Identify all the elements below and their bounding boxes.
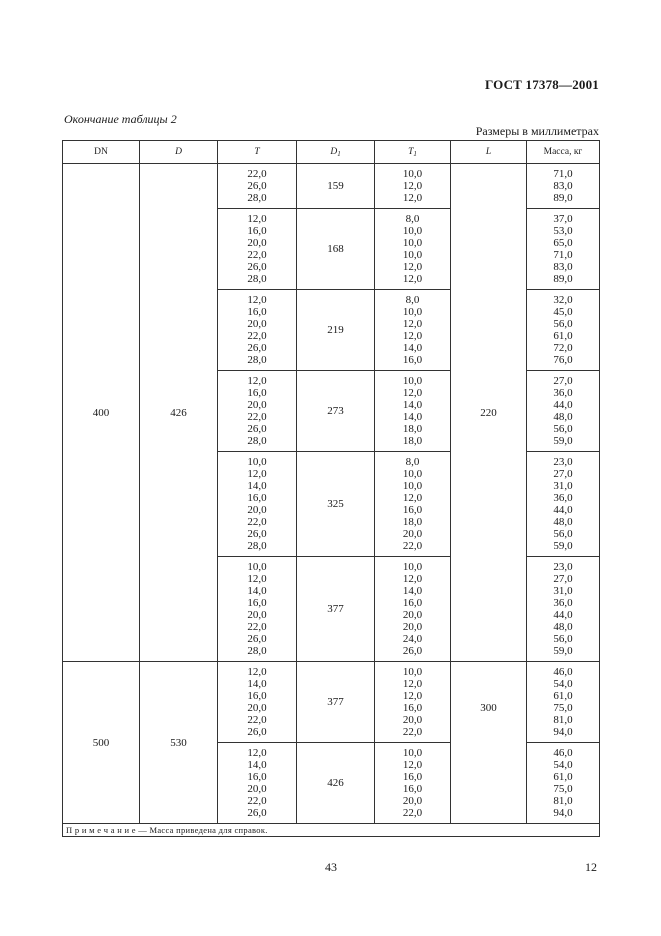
col-header-t1	[375, 141, 451, 164]
cell-value: 18,0	[402, 516, 423, 528]
t-cell	[218, 290, 297, 371]
cell-value: 89,0	[553, 273, 573, 285]
cell-value: 83,0	[553, 180, 573, 192]
t1-cell	[375, 557, 451, 662]
cell-value: 14,0	[247, 480, 267, 492]
mass-cell	[527, 371, 600, 452]
col-header-t1-subscript: 1	[413, 149, 417, 158]
sheet-number: 12	[585, 860, 597, 874]
cell-value: 8,0	[405, 456, 420, 468]
cell-value: 22,0	[247, 168, 267, 180]
cell-value: 16,0	[402, 783, 423, 795]
cell-value: 59,0	[553, 435, 573, 447]
cell-value: 36,0	[553, 492, 573, 504]
cell-value: 75,0	[553, 783, 573, 795]
mass-cell	[527, 164, 600, 209]
cell-value: 53,0	[553, 225, 573, 237]
dn-cell: 500	[63, 662, 140, 824]
cell-value: 26,0	[247, 423, 267, 435]
col-header-dn: DN	[63, 141, 140, 164]
cell-value: 22,0	[247, 249, 267, 261]
col-header-d: D	[140, 141, 218, 164]
cell-value: 20,0	[247, 399, 267, 411]
cell-value: 59,0	[553, 540, 573, 552]
cell-value: 20,0	[247, 504, 267, 516]
cell-value: 59,0	[553, 645, 573, 657]
d1-cell: 377	[297, 557, 375, 662]
cell-value: 32,0	[553, 294, 573, 306]
cell-value: 44,0	[553, 399, 573, 411]
cell-value: 10,0	[247, 456, 267, 468]
d1-cell: 273	[297, 371, 375, 452]
cell-value: 14,0	[402, 399, 423, 411]
cell-value: 12,0	[402, 273, 423, 285]
cell-value: 16,0	[402, 504, 423, 516]
cell-value: 26,0	[247, 180, 267, 192]
cell-value: 10,0	[402, 249, 423, 261]
cell-value: 22,0	[247, 621, 267, 633]
dn-cell: 400	[63, 164, 140, 662]
cell-value: 20,0	[402, 795, 423, 807]
cell-value: 23,0	[553, 456, 573, 468]
cell-value: 23,0	[553, 561, 573, 573]
table-body	[63, 164, 600, 824]
cell-value: 28,0	[247, 435, 267, 447]
cell-value: 20,0	[247, 702, 267, 714]
cell-value: 22,0	[402, 807, 423, 819]
cell-value: 26,0	[247, 807, 267, 819]
cell-value: 20,0	[247, 237, 267, 249]
d1-cell: 377	[297, 662, 375, 743]
cell-value: 76,0	[553, 354, 573, 366]
cell-value: 16,0	[247, 492, 267, 504]
cell-value: 72,0	[553, 342, 573, 354]
cell-value: 56,0	[553, 633, 573, 645]
col-header-d1	[297, 141, 375, 164]
cell-value: 12,0	[402, 678, 423, 690]
cell-value: 20,0	[247, 318, 267, 330]
t1-cell	[375, 452, 451, 557]
cell-value: 46,0	[553, 747, 573, 759]
t1-cell	[375, 662, 451, 743]
cell-value: 44,0	[553, 504, 573, 516]
cell-value: 27,0	[553, 573, 573, 585]
cell-value: 61,0	[553, 771, 573, 783]
cell-value: 81,0	[553, 714, 573, 726]
cell-value: 12,0	[402, 330, 423, 342]
table-note-row	[63, 824, 600, 837]
cell-value: 48,0	[553, 621, 573, 633]
cell-value: 94,0	[553, 807, 573, 819]
cell-value: 22,0	[247, 714, 267, 726]
cell-value: 16,0	[402, 771, 423, 783]
cell-value: 18,0	[402, 435, 423, 447]
cell-value: 10,0	[402, 747, 423, 759]
dimensions-table	[62, 140, 600, 837]
cell-value: 46,0	[553, 666, 573, 678]
cell-value: 12,0	[402, 387, 423, 399]
cell-value: 31,0	[553, 480, 573, 492]
cell-value: 16,0	[402, 702, 423, 714]
cell-value: 24,0	[402, 633, 423, 645]
cell-value: 14,0	[402, 342, 423, 354]
table-caption: Окончание таблицы 2	[64, 112, 177, 126]
cell-value: 26,0	[247, 528, 267, 540]
cell-value: 12,0	[402, 318, 423, 330]
cell-value: 10,0	[402, 237, 423, 249]
cell-value: 20,0	[402, 528, 423, 540]
cell-value: 44,0	[553, 609, 573, 621]
cell-value: 12,0	[402, 261, 423, 273]
cell-value: 83,0	[553, 261, 573, 273]
cell-value: 61,0	[553, 690, 573, 702]
cell-value: 10,0	[402, 666, 423, 678]
cell-value: 12,0	[402, 759, 423, 771]
t1-cell	[375, 371, 451, 452]
cell-value: 28,0	[247, 645, 267, 657]
cell-value: 16,0	[247, 690, 267, 702]
table-row	[63, 164, 600, 209]
cell-value: 16,0	[247, 771, 267, 783]
cell-value: 16,0	[402, 597, 423, 609]
col-header-l: L	[451, 141, 527, 164]
d-cell: 530	[140, 662, 218, 824]
d1-cell: 426	[297, 743, 375, 824]
cell-value: 14,0	[247, 585, 267, 597]
cell-value: 18,0	[402, 423, 423, 435]
mass-cell	[527, 452, 600, 557]
cell-value: 10,0	[402, 168, 423, 180]
cell-value: 20,0	[247, 609, 267, 621]
cell-value: 12,0	[402, 690, 423, 702]
cell-value: 61,0	[553, 330, 573, 342]
cell-value: 10,0	[402, 306, 423, 318]
cell-value: 22,0	[402, 540, 423, 552]
cell-value: 14,0	[402, 585, 423, 597]
cell-value: 20,0	[402, 609, 423, 621]
cell-value: 20,0	[247, 783, 267, 795]
col-header-t: T	[218, 141, 297, 164]
cell-value: 12,0	[247, 573, 267, 585]
cell-value: 12,0	[247, 213, 267, 225]
cell-value: 48,0	[553, 411, 573, 423]
d1-cell: 168	[297, 209, 375, 290]
cell-value: 31,0	[553, 585, 573, 597]
cell-value: 12,0	[247, 666, 267, 678]
t-cell	[218, 662, 297, 743]
cell-value: 89,0	[553, 192, 573, 204]
cell-value: 71,0	[553, 249, 573, 261]
cell-value: 26,0	[247, 726, 267, 738]
cell-value: 20,0	[402, 714, 423, 726]
cell-value: 27,0	[553, 468, 573, 480]
t-cell	[218, 743, 297, 824]
cell-value: 14,0	[247, 759, 267, 771]
cell-value: 22,0	[247, 516, 267, 528]
d1-cell: 219	[297, 290, 375, 371]
cell-value: 27,0	[553, 375, 573, 387]
cell-value: 12,0	[402, 573, 423, 585]
cell-value: 16,0	[247, 225, 267, 237]
t1-cell	[375, 743, 451, 824]
cell-value: 26,0	[402, 645, 423, 657]
cell-value: 65,0	[553, 237, 573, 249]
cell-value: 16,0	[402, 354, 423, 366]
col-header-d1-main: D	[330, 146, 338, 157]
cell-value: 26,0	[247, 261, 267, 273]
cell-value: 56,0	[553, 528, 573, 540]
cell-value: 12,0	[402, 192, 423, 204]
cell-value: 75,0	[553, 702, 573, 714]
l-cell: 300	[451, 662, 527, 824]
mass-cell	[527, 743, 600, 824]
cell-value: 56,0	[553, 423, 573, 435]
cell-value: 10,0	[247, 561, 267, 573]
mass-cell	[527, 290, 600, 371]
cell-value: 22,0	[247, 330, 267, 342]
cell-value: 10,0	[402, 468, 423, 480]
cell-value: 12,0	[247, 747, 267, 759]
cell-value: 10,0	[402, 375, 423, 387]
l-cell: 220	[451, 164, 527, 662]
d-cell: 426	[140, 164, 218, 662]
cell-value: 37,0	[553, 213, 573, 225]
cell-value: 12,0	[247, 375, 267, 387]
col-header-t1-main: T	[408, 146, 414, 157]
cell-value: 8,0	[405, 294, 420, 306]
t-cell	[218, 452, 297, 557]
cell-value: 54,0	[553, 678, 573, 690]
t-cell	[218, 371, 297, 452]
cell-value: 10,0	[402, 561, 423, 573]
d1-cell: 159	[297, 164, 375, 209]
cell-value: 12,0	[402, 180, 423, 192]
cell-value: 22,0	[247, 411, 267, 423]
t-cell	[218, 557, 297, 662]
col-header-d1-subscript: 1	[337, 149, 341, 158]
cell-value: 28,0	[247, 273, 267, 285]
standard-code: ГОСТ 17378—2001	[484, 77, 599, 92]
t1-cell	[375, 209, 451, 290]
units-label: Размеры в миллиметрах	[475, 124, 599, 138]
table-header-row	[63, 141, 600, 164]
cell-value: 28,0	[247, 192, 267, 204]
cell-value: 26,0	[247, 342, 267, 354]
cell-value: 36,0	[553, 387, 573, 399]
mass-cell	[527, 557, 600, 662]
t-cell	[218, 164, 297, 209]
cell-value: 81,0	[553, 795, 573, 807]
cell-value: 22,0	[247, 795, 267, 807]
t1-cell	[375, 164, 451, 209]
cell-value: 14,0	[247, 678, 267, 690]
cell-value: 12,0	[247, 468, 267, 480]
d1-cell: 325	[297, 452, 375, 557]
cell-value: 36,0	[553, 597, 573, 609]
cell-value: 12,0	[247, 294, 267, 306]
cell-value: 20,0	[402, 621, 423, 633]
mass-cell	[527, 662, 600, 743]
cell-value: 26,0	[247, 633, 267, 645]
cell-value: 8,0	[405, 213, 420, 225]
cell-value: 12,0	[402, 492, 423, 504]
cell-value: 54,0	[553, 759, 573, 771]
cell-value: 22,0	[402, 726, 423, 738]
cell-value: 71,0	[553, 168, 573, 180]
cell-value: 94,0	[553, 726, 573, 738]
cell-value: 10,0	[402, 225, 423, 237]
table-note: П р и м е ч а н и е — Масса приведена для справок.	[63, 824, 600, 837]
t-cell	[218, 209, 297, 290]
cell-value: 28,0	[247, 354, 267, 366]
col-header-mass: Масса, кг	[527, 141, 600, 164]
cell-value: 16,0	[247, 306, 267, 318]
mass-cell	[527, 209, 600, 290]
cell-value: 16,0	[247, 387, 267, 399]
cell-value: 16,0	[247, 597, 267, 609]
table-row	[63, 662, 600, 743]
cell-value: 56,0	[553, 318, 573, 330]
cell-value: 10,0	[402, 480, 423, 492]
cell-value: 28,0	[247, 540, 267, 552]
page-number: 43	[325, 860, 337, 874]
cell-value: 14,0	[402, 411, 423, 423]
t1-cell	[375, 290, 451, 371]
cell-value: 48,0	[553, 516, 573, 528]
cell-value: 45,0	[553, 306, 573, 318]
